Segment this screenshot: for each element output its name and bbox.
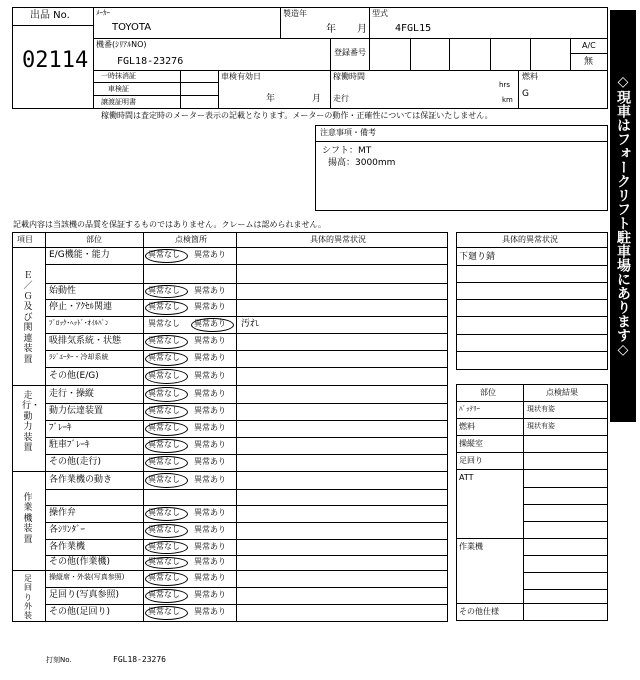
col-header-check: 点検箇所 [175,235,207,244]
inspection-month: 月 [312,94,322,104]
check-abnormal: 異常あり [194,250,226,259]
row-divider [45,283,448,284]
fuel-label: 燃料 [522,72,538,81]
check-normal: 異常なし [148,475,180,484]
model-label: 型式 [372,9,388,18]
ac-value: 無 [584,57,594,67]
check-normal: 異常なし [148,336,180,345]
results-work: 作業機 [459,542,483,551]
selected-circle[interactable] [145,456,188,470]
hours-unit: hrs [499,81,510,89]
check-normal: 異常なし [148,286,180,295]
selected-circle[interactable] [145,507,188,521]
row-part: ﾌﾞﾚｰｷ [49,423,72,433]
check-normal: 異常なし [148,353,180,362]
results-battery-value: 現状有姿 [527,405,555,413]
side-banner-text: ◇現車はフォークリフト駐車場にあります◇ [615,74,631,358]
check-normal: 異常なし [148,389,180,398]
hours-label: 稼働時間 [333,72,365,81]
check-abnormal: 異常あり [194,508,226,517]
item-no-label: 出品 No. [30,10,70,21]
check-normal: 異常なし [148,573,180,582]
selected-circle[interactable] [145,589,188,603]
row-divider [45,367,448,368]
km-unit: km [502,96,513,104]
model-value: 4FGL15 [395,23,432,34]
group-label-drive: 走行・動力装置 [22,391,41,454]
check-abnormal: 異常あり [194,607,226,616]
check-abnormal: 異常あり [194,457,226,466]
results-header-part: 部位 [480,388,496,397]
row-part: 各作業機 [49,542,86,552]
selected-circle[interactable] [145,572,188,586]
check-abnormal: 異常あり [194,389,226,398]
stamp-label: 打刻No. [46,656,72,664]
check-abnormal: 異常あり [194,336,226,345]
cert-vehicle: 車検証 [108,85,129,93]
row-divider [45,299,448,300]
row-part: 各作業機の動き [49,475,113,485]
hours-notice: 稼働時間は査定時のメーター表示の記載となります。メーターの動作・正確性については保証いたしません。 [101,111,493,120]
row-divider [45,403,448,404]
check-normal: 異常なし [148,590,180,599]
row-divider [45,385,448,386]
row-divider [45,555,448,556]
notes-line-2: 揚高：3000mm [328,158,396,168]
year-label: 製造年 [283,9,307,18]
year-unit: 年 [326,24,336,35]
selected-circle[interactable] [145,369,188,384]
results-battery: ﾊﾞｯﾃﾘｰ [459,405,480,413]
check-normal: 異常なし [148,319,180,328]
row-part: 操縦席・外装(写真参照) [49,573,125,581]
results-fuel: 燃料 [459,422,475,431]
selected-circle[interactable] [145,285,188,298]
selected-circle[interactable] [145,473,188,488]
check-normal: 異常なし [148,302,180,311]
row-detail: 汚れ [241,319,260,329]
check-abnormal: 異常あり [194,440,226,449]
row-divider [45,522,448,523]
row-part: 動力伝達装置 [49,406,104,416]
check-abnormal: 異常あり [194,475,226,484]
check-abnormal: 異常あり [194,590,226,599]
row-part: 駐車ﾌﾞﾚｰｷ [49,440,90,450]
row-part: 始動性 [49,286,77,296]
maker-value: TOYOTA [112,22,152,33]
fuel-value: G [522,89,529,99]
results-header-result: 点検結果 [546,388,578,397]
check-abnormal: 異常あり [194,302,226,311]
selected-circle[interactable] [145,524,188,538]
row-divider [45,454,448,455]
check-normal: 異常なし [148,508,180,517]
row-divider [45,350,448,351]
mileage-label: 走行 [333,94,349,103]
cert-transfer: 譲渡証明書 [101,98,136,106]
row-part: ﾌﾞﾛｯｸ･ﾍｯﾄﾞ･ｵｲﾙﾊﾟﾝ [49,319,109,327]
selected-circle[interactable] [145,557,188,569]
col-header-part: 部位 [86,235,102,244]
selected-circle[interactable] [145,439,188,453]
row-divider [45,264,448,265]
selected-circle[interactable] [191,318,234,332]
row-part: その他(足回り) [49,607,111,617]
row-part: 操作弁 [49,508,77,518]
check-normal: 異常なし [148,557,180,566]
check-normal: 異常なし [148,406,180,415]
selected-circle[interactable] [145,405,188,419]
results-cab: 操縦室 [459,439,483,448]
check-normal: 異常なし [148,371,180,380]
selected-circle[interactable] [145,422,188,436]
serial-value: FGL18-23276 [117,56,184,67]
check-normal: 異常なし [148,423,180,432]
serial-label: 機番(ｼﾘｱﾙNO) [96,40,147,49]
side-banner [610,10,636,422]
inspection-year: 年 [266,94,276,104]
results-undercarriage: 足回り [459,456,483,465]
group-label-work: 作業機装置 [23,493,33,545]
row-divider [45,471,448,472]
check-abnormal: 異常あり [194,423,226,432]
row-part: その他(E/G) [49,371,99,381]
row-part: その他(作業機) [49,557,111,567]
selected-circle[interactable] [145,335,188,349]
right-detail-header: 具体的異常状況 [502,235,558,244]
selected-circle[interactable] [145,249,188,263]
quality-notice: 記載内容は当該機の品質を保証するものではありません。クレームは認められません。 [13,220,326,229]
row-divider [45,489,448,490]
row-part: 足回り(写真参照) [49,590,120,600]
check-abnormal: 異常あり [194,557,226,566]
check-normal: 異常なし [148,250,180,259]
row-part: 停止・ｱｸｾﾙ関連 [49,302,113,312]
notes-title: 注意事項・備考 [320,128,376,137]
month-unit: 月 [357,24,367,35]
check-normal: 異常なし [148,440,180,449]
stamp-value: FGL18-23276 [113,655,166,664]
item-no: 02114 [22,48,89,73]
row-divider [45,437,448,438]
row-part: ﾗｼﾞｴｰﾀｰ・冷却系統 [49,353,109,361]
check-abnormal: 異常あり [194,525,226,534]
check-normal: 異常なし [148,542,180,551]
results-other: その他仕様 [459,607,499,616]
check-abnormal: 異常あり [194,406,226,415]
row-part: 各ｼﾘﾝﾀﾞｰ [49,525,86,535]
row-divider [45,333,448,334]
row-divider [45,604,448,605]
check-normal: 異常なし [148,607,180,616]
selected-circle[interactable] [145,387,188,402]
row-divider [45,587,448,588]
col-header-item: 項目 [17,235,33,244]
check-abnormal: 異常あり [194,286,226,295]
col-header-detail: 具体的異常状況 [310,235,366,244]
results-fuel-value: 現状有姿 [527,422,555,430]
check-abnormal: 異常あり [194,353,226,362]
row-part: 吸排気系統・状態 [49,336,122,346]
row-part: 走行・操縦 [49,389,95,399]
row-divider [45,539,448,540]
group-label-chassis: 足回り外装 [24,574,32,621]
check-abnormal: 異常あり [194,371,226,380]
selected-circle[interactable] [145,606,188,620]
check-normal: 異常なし [148,525,180,534]
inspection-label: 車検有効日 [221,72,261,81]
cert-temporary: 一時抹消証 [101,72,136,80]
results-att: ATT [459,473,474,482]
check-abnormal: 異常あり [194,319,226,328]
check-abnormal: 異常あり [194,542,226,551]
row-part: その他(走行) [49,457,102,467]
row-divider [45,621,448,622]
selected-circle[interactable] [145,301,188,315]
check-normal: 異常なし [148,457,180,466]
row-part: E/G機能・能力 [49,250,110,260]
row-divider [45,570,448,571]
row-divider [45,420,448,421]
ac-label: A/C [582,41,596,50]
row-divider [45,505,448,506]
check-abnormal: 異常あり [194,573,226,582]
selected-circle[interactable] [145,541,188,554]
group-label-engine: Ｅ／Ｇ及び関連装置 [23,271,33,365]
maker-label: ﾒｰｶｰ [96,9,110,17]
notes-line-1: シフト：MT [322,146,372,156]
selected-circle[interactable] [145,352,188,366]
registration-label: 登録番号 [334,48,366,57]
row-divider [45,316,448,317]
right-detail-line-1: 下廻り錆 [459,252,496,262]
